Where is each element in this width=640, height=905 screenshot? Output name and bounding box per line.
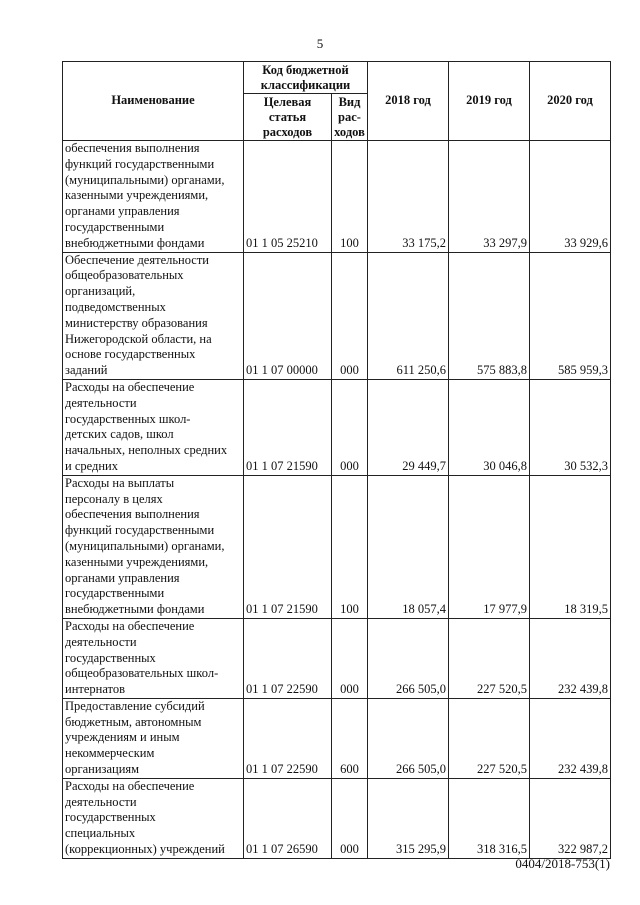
row-name: Расходы на обеспечение деятельности государственных школ- детских садов, школ начальных, неполных средних и средних <box>63 379 244 475</box>
row-name: Расходы на обеспечение деятельности государственных специальных (коррекционных) учреждений <box>63 778 244 858</box>
header-code-group: Код бюджетной классификации <box>244 62 368 94</box>
row-type: 100 <box>332 141 368 253</box>
row-code: 01 1 07 26590 <box>244 778 332 858</box>
row-name: Расходы на выплаты персоналу в целях обеспечения выполнения функций государственными (муниципальными) органами, казенными учреждениями, органами управления государственными внебюджетными фондами <box>63 475 244 618</box>
row-code: 01 1 05 25210 <box>244 141 332 253</box>
row-type: 000 <box>332 618 368 698</box>
table-header <box>63 62 611 141</box>
row-name: обеспечения выполнения функций государственными (муниципальными) органами, казенными учреждениями, органами управления государственными внебюджетными фондами <box>63 141 244 253</box>
row-value-2020: 18 319,5 <box>530 475 611 618</box>
row-value-2018: 33 175,2 <box>368 141 449 253</box>
page-number: 5 <box>316 36 324 51</box>
document-code: 0404/2018-753(1) <box>515 856 610 871</box>
row-name: Расходы на обеспечение деятельности государственных общеобразовательных школ- интернатов <box>63 618 244 698</box>
row-value-2018: 266 505,0 <box>368 618 449 698</box>
row-value-2018: 18 057,4 <box>368 475 449 618</box>
row-value-2020: 33 929,6 <box>530 141 611 253</box>
row-value-2019: 30 046,8 <box>449 379 530 475</box>
header-name: Наименование <box>63 62 244 141</box>
row-name: Обеспечение деятельности общеобразовательных организаций, подведомственных министерству образования Нижегородской области, на основе государственных заданий <box>63 252 244 379</box>
table-row <box>63 141 611 253</box>
row-code: 01 1 07 22590 <box>244 618 332 698</box>
row-type: 000 <box>332 778 368 858</box>
row-type: 000 <box>332 252 368 379</box>
row-value-2020: 232 439,8 <box>530 698 611 778</box>
row-value-2019: 227 520,5 <box>449 698 530 778</box>
row-code: 01 1 07 21590 <box>244 475 332 618</box>
row-value-2019: 33 297,9 <box>449 141 530 253</box>
header-target-article: Целевая статья расходов <box>244 94 332 141</box>
row-code: 01 1 07 21590 <box>244 379 332 475</box>
row-type: 000 <box>332 379 368 475</box>
row-value-2020: 30 532,3 <box>530 379 611 475</box>
table-row <box>63 698 611 778</box>
row-type: 600 <box>332 698 368 778</box>
row-value-2020: 232 439,8 <box>530 618 611 698</box>
row-code: 01 1 07 00000 <box>244 252 332 379</box>
row-value-2019: 17 977,9 <box>449 475 530 618</box>
row-value-2018: 611 250,6 <box>368 252 449 379</box>
table-row <box>63 778 611 858</box>
row-type: 100 <box>332 475 368 618</box>
budget-table <box>62 61 611 859</box>
table-row <box>63 475 611 618</box>
row-value-2018: 266 505,0 <box>368 698 449 778</box>
row-value-2019: 318 316,5 <box>449 778 530 858</box>
row-value-2018: 29 449,7 <box>368 379 449 475</box>
row-value-2019: 227 520,5 <box>449 618 530 698</box>
table-row <box>63 379 611 475</box>
row-value-2020: 322 987,2 <box>530 778 611 858</box>
row-value-2020: 585 959,3 <box>530 252 611 379</box>
row-value-2018: 315 295,9 <box>368 778 449 858</box>
header-2020: 2020 год <box>530 62 611 141</box>
header-2018: 2018 год <box>368 62 449 141</box>
header-expense-type: Вид рас-ходов <box>332 94 368 141</box>
table-row <box>63 252 611 379</box>
header-2019: 2019 год <box>449 62 530 141</box>
row-code: 01 1 07 22590 <box>244 698 332 778</box>
row-value-2019: 575 883,8 <box>449 252 530 379</box>
row-name: Предоставление субсидий бюджетным, автономным учреждениям и иным некоммерческим организациям <box>63 698 244 778</box>
table-row <box>63 618 611 698</box>
